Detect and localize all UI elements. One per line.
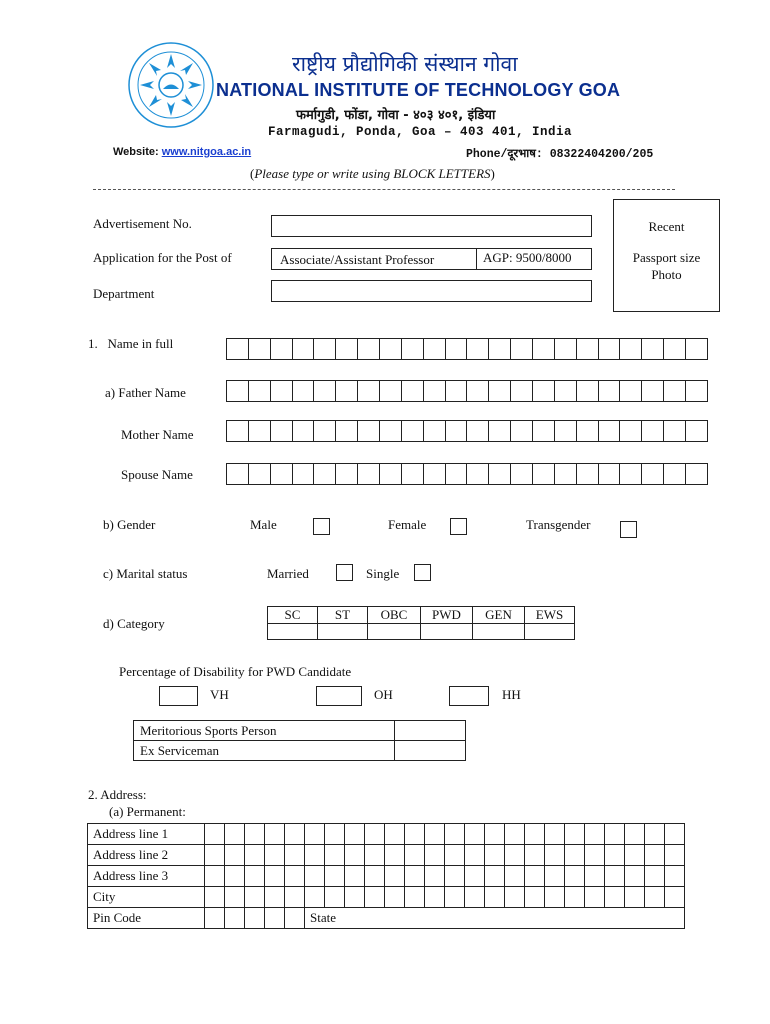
letter-cell[interactable] [227,421,249,441]
letter-cell[interactable] [577,421,599,441]
letter-cell[interactable] [533,381,555,401]
letter-cell[interactable] [620,464,642,484]
category-check-row [268,624,575,640]
letter-cell[interactable] [314,421,336,441]
letter-cell[interactable] [446,464,468,484]
address-cell[interactable] [625,824,645,845]
advertisement-input[interactable] [271,215,592,237]
address-cell[interactable] [305,887,325,908]
letter-cell[interactable] [620,381,642,401]
address-cell[interactable] [345,866,365,887]
letter-cell[interactable] [227,381,249,401]
letter-cell[interactable] [467,339,489,359]
letter-cell[interactable] [599,421,621,441]
letter-cell[interactable] [336,464,358,484]
letter-cell[interactable] [271,421,293,441]
address-cell[interactable] [325,845,345,866]
address-cell[interactable] [285,887,305,908]
address-cell[interactable] [485,887,505,908]
address-cell[interactable] [565,887,585,908]
letter-cell[interactable] [358,381,380,401]
address-cell[interactable] [505,824,525,845]
address-cell[interactable] [545,824,565,845]
address-cell[interactable] [405,824,425,845]
address-cell[interactable] [625,866,645,887]
address-cell[interactable] [545,866,565,887]
category-gen: GEN [473,607,525,624]
disability-oh-label: OH [374,687,393,702]
address-row-label: City [88,887,205,908]
letter-cell[interactable] [293,339,315,359]
advertisement-label: Advertisement No. [93,216,192,231]
special-row-ex [134,741,466,761]
category-sc-cell[interactable] [268,624,318,640]
address-cell[interactable] [365,845,385,866]
address-permanent-label: (a) Permanent: [109,804,186,819]
letter-cell[interactable] [620,421,642,441]
state-label: State [310,910,336,925]
letter-cell[interactable] [577,464,599,484]
address-cell[interactable] [245,887,265,908]
gender-female-checkbox[interactable] [450,518,467,535]
address-row-label: Address line 2 [88,845,205,866]
letter-cell[interactable] [336,339,358,359]
special-sports-cell[interactable] [395,721,466,741]
address-cell[interactable] [405,887,425,908]
address-cell[interactable] [525,887,545,908]
photo-label-photo: Photo [651,267,682,282]
address-cell[interactable] [405,866,425,887]
address-cell[interactable] [505,845,525,866]
address-cell[interactable] [465,887,485,908]
letter-cell[interactable] [467,421,489,441]
address-cell[interactable] [465,824,485,845]
address-cell[interactable] [505,887,525,908]
category-label: d) Category [103,616,165,631]
letter-cell[interactable] [424,339,446,359]
address-cell[interactable] [565,866,585,887]
address-cell[interactable] [225,845,245,866]
category-obc-cell[interactable] [368,624,421,640]
address-cell[interactable] [425,845,445,866]
address-row [88,887,685,908]
address-cell[interactable] [305,845,325,866]
spouse-name-cells[interactable] [226,463,708,485]
institute-title: NATIONAL INSTITUTE OF TECHNOLOGY GOA [216,80,621,100]
application-label: Application for the Post of [93,250,232,265]
letter-cell[interactable] [380,381,402,401]
category-st: ST [318,607,368,624]
address-cell[interactable] [305,866,325,887]
address-cell[interactable] [285,824,305,845]
letter-cell[interactable] [686,464,707,484]
mother-name-cells[interactable] [226,420,708,442]
address-row [88,908,685,929]
letter-cell[interactable] [249,421,271,441]
disability-vh-label: VH [210,687,229,702]
letter-cell[interactable] [467,464,489,484]
address-cell[interactable] [665,845,685,866]
address-cell[interactable] [205,824,225,845]
letter-cell[interactable] [555,464,577,484]
address-cell[interactable] [205,887,225,908]
letter-cell[interactable] [642,421,664,441]
letter-cell[interactable] [489,339,511,359]
pin-cell[interactable] [285,908,305,929]
address-cell[interactable] [525,866,545,887]
letter-cell[interactable] [446,381,468,401]
address-cell[interactable] [385,887,405,908]
category-pwd-cell[interactable] [421,624,473,640]
letter-cell[interactable] [446,421,468,441]
address-cell[interactable] [325,866,345,887]
letter-cell[interactable] [511,464,533,484]
letter-cell[interactable] [358,339,380,359]
state-cell[interactable] [305,908,685,929]
marital-status-label: c) Marital status [103,566,188,581]
instruction-text [250,166,495,182]
name-full-label: 1. Name in full [88,336,174,351]
letter-cell[interactable] [599,381,621,401]
phone-line: Phone/दूरभाष: 08322404200/205 [466,148,654,161]
pin-cell[interactable] [205,908,225,929]
father-name-cells[interactable] [226,380,708,402]
address-cell[interactable] [565,845,585,866]
address-cell[interactable] [405,845,425,866]
gender-transgender-checkbox[interactable] [620,521,637,538]
address-cell[interactable] [665,824,685,845]
address-cell[interactable] [265,845,285,866]
address-cell[interactable] [285,866,305,887]
gender-female-label: Female [388,517,427,532]
letter-cell[interactable] [336,421,358,441]
letter-cell[interactable] [293,464,315,484]
letter-cell[interactable] [489,464,511,484]
address-cell[interactable] [645,887,665,908]
address-cell[interactable] [485,866,505,887]
letter-cell[interactable] [271,381,293,401]
address-cell[interactable] [645,824,665,845]
instruction-paren-close: ) [490,166,495,181]
address-row [88,824,685,845]
letter-cell[interactable] [664,464,686,484]
address-cell[interactable] [645,845,665,866]
letter-cell[interactable] [358,464,380,484]
name-full-cells[interactable] [226,338,708,360]
letter-cell[interactable] [293,421,315,441]
letter-cell[interactable] [533,421,555,441]
special-ex-label: Ex Serviceman [134,741,395,761]
letter-cell[interactable] [249,464,271,484]
letter-cell[interactable] [599,339,621,359]
category-st-cell[interactable] [318,624,368,640]
address-row [88,845,685,866]
address-cell[interactable] [545,845,565,866]
address-cell[interactable] [625,845,645,866]
pin-cell[interactable] [245,908,265,929]
letter-cell[interactable] [533,339,555,359]
letter-cell[interactable] [555,421,577,441]
address-cell[interactable] [585,824,605,845]
letter-cell[interactable] [555,381,577,401]
letter-cell[interactable] [664,339,686,359]
pin-cell[interactable] [265,908,285,929]
address-cell[interactable] [345,824,365,845]
special-row-sports [134,721,466,741]
address-cell[interactable] [625,887,645,908]
letter-cell[interactable] [686,421,707,441]
gender-transgender-label: Transgender [526,517,591,532]
marital-single-label: Single [366,566,400,581]
address-cell[interactable] [465,845,485,866]
address-cell[interactable] [225,866,245,887]
address-cell[interactable] [225,824,245,845]
address-table [87,823,685,929]
disability-vh-input[interactable] [159,686,198,706]
address-cell[interactable] [605,845,625,866]
letter-cell[interactable] [227,339,249,359]
letter-cell[interactable] [467,381,489,401]
instruction-body: Please type or write using BLOCK LETTERS [254,166,491,181]
category-header-row [268,607,575,624]
address-cell[interactable] [365,866,385,887]
disability-hh-label: HH [502,687,521,702]
category-pwd: PWD [421,607,473,624]
agp-field[interactable] [476,248,592,270]
address-row-label: Pin Code [88,908,205,929]
address-cell[interactable] [425,824,445,845]
instruction-paren-open: ( [250,166,255,181]
letter-cell[interactable] [314,339,336,359]
letter-cell[interactable] [599,464,621,484]
website-line [113,146,251,158]
letter-cell[interactable] [402,339,424,359]
address-cell[interactable] [645,866,665,887]
letter-cell[interactable] [380,464,402,484]
institute-logo [126,40,216,130]
letter-cell[interactable] [402,464,424,484]
address-cell[interactable] [325,824,345,845]
special-sports-label: Meritorious Sports Person [134,721,395,741]
letter-cell[interactable] [380,339,402,359]
address-cell[interactable] [505,866,525,887]
pin-cell[interactable] [225,908,245,929]
gender-label: b) Gender [103,517,156,532]
hindi-title: राष्ट्रीय प्रौद्योगिकी संस्थान गोवा [292,52,518,76]
address-cell[interactable] [445,866,465,887]
mother-name-label: Mother Name [121,427,194,442]
address-cell[interactable] [285,845,305,866]
letter-cell[interactable] [511,421,533,441]
photo-box[interactable] [613,199,720,312]
address-cell[interactable] [565,824,585,845]
letter-cell[interactable] [555,339,577,359]
letter-cell[interactable] [293,381,315,401]
disability-oh-input[interactable] [316,686,362,706]
address-cell[interactable] [585,887,605,908]
website-label: Website: [113,146,159,158]
letter-cell[interactable] [424,464,446,484]
marital-married-checkbox[interactable] [336,564,353,581]
address-cell[interactable] [605,824,625,845]
letter-cell[interactable] [380,421,402,441]
address-cell[interactable] [585,845,605,866]
address-cell[interactable] [265,824,285,845]
category-table [267,606,575,640]
address-cell[interactable] [245,845,265,866]
letter-cell[interactable] [686,381,707,401]
letter-cell[interactable] [533,464,555,484]
address-cell[interactable] [365,824,385,845]
category-ews: EWS [525,607,575,624]
address-cell[interactable] [605,866,625,887]
letter-cell[interactable] [686,339,707,359]
letter-cell[interactable] [402,381,424,401]
gender-male-checkbox[interactable] [313,518,330,535]
photo-label-passport: Passport size [632,250,701,265]
category-sc: SC [268,607,318,624]
letter-cell[interactable] [446,339,468,359]
letter-cell[interactable] [642,464,664,484]
address-cell[interactable] [445,824,465,845]
address-cell[interactable] [585,866,605,887]
address-cell[interactable] [345,887,365,908]
address-cell[interactable] [525,824,545,845]
letter-cell[interactable] [271,464,293,484]
category-gen-cell[interactable] [473,624,525,640]
website-link[interactable]: www.nitgoa.ac.in [161,146,252,158]
address-cell[interactable] [605,887,625,908]
letter-cell[interactable] [511,381,533,401]
post-value: Associate/Assistant Professor [280,252,435,267]
address-cell[interactable] [205,866,225,887]
address-cell[interactable] [345,845,365,866]
address-cell[interactable] [265,887,285,908]
address-cell[interactable] [465,866,485,887]
letter-cell[interactable] [664,381,686,401]
special-ex-cell[interactable] [395,741,466,761]
hindi-address: फर्मागुडी, फोंडा, गोवा - ४०३ ४०१, इंडिया [296,108,496,123]
category-ews-cell[interactable] [525,624,575,640]
letter-cell[interactable] [336,381,358,401]
address-row-label: Address line 3 [88,866,205,887]
address-cell[interactable] [245,866,265,887]
letter-cell[interactable] [577,381,599,401]
letter-cell[interactable] [358,421,380,441]
letter-cell[interactable] [271,339,293,359]
agp-value: AGP: 9500/8000 [483,250,572,265]
special-table [133,720,466,761]
logo-emblem-icon [126,40,216,130]
letter-cell[interactable] [489,381,511,401]
address-cell[interactable] [225,887,245,908]
address-cell[interactable] [485,845,505,866]
dashed-divider [93,189,675,190]
address-cell[interactable] [385,866,405,887]
address-cell[interactable] [325,887,345,908]
address-heading: 2. Address: [88,787,147,802]
address-cell[interactable] [525,845,545,866]
address-row [88,866,685,887]
address-cell[interactable] [205,845,225,866]
address-cell[interactable] [665,866,685,887]
disability-label: Percentage of Disability for PWD Candidate [119,664,352,679]
address-cell[interactable] [665,887,685,908]
photo-label-recent: Recent [648,219,685,234]
letter-cell[interactable] [249,381,271,401]
letter-cell[interactable] [577,339,599,359]
letter-cell[interactable] [314,381,336,401]
institute-address: Farmagudi, Ponda, Goa – 403 401, India [268,125,573,139]
disability-hh-input[interactable] [449,686,489,706]
gender-male-label: Male [250,517,277,532]
father-name-label: a) Father Name [105,385,186,400]
marital-married-label: Married [267,566,309,581]
address-cell[interactable] [445,887,465,908]
letter-cell[interactable] [642,339,664,359]
address-cell[interactable] [365,887,385,908]
address-cell[interactable] [305,824,325,845]
address-cell[interactable] [485,824,505,845]
letter-cell[interactable] [402,421,424,441]
department-input[interactable] [271,280,592,302]
letter-cell[interactable] [664,421,686,441]
department-label: Department [93,286,155,301]
letter-cell[interactable] [424,381,446,401]
spouse-name-label: Spouse Name [121,467,193,482]
letter-cell[interactable] [642,381,664,401]
letter-cell[interactable] [227,464,249,484]
address-cell[interactable] [385,845,405,866]
address-cell[interactable] [545,887,565,908]
address-cell[interactable] [265,866,285,887]
address-cell[interactable] [245,824,265,845]
letter-cell[interactable] [424,421,446,441]
marital-single-checkbox[interactable] [414,564,431,581]
address-cell[interactable] [385,824,405,845]
category-obc: OBC [368,607,421,624]
address-cell[interactable] [425,866,445,887]
letter-cell[interactable] [511,339,533,359]
letter-cell[interactable] [249,339,271,359]
address-cell[interactable] [445,845,465,866]
address-cell[interactable] [425,887,445,908]
letter-cell[interactable] [314,464,336,484]
letter-cell[interactable] [489,421,511,441]
letter-cell[interactable] [620,339,642,359]
post-field[interactable] [271,248,477,270]
address-row-label: Address line 1 [88,824,205,845]
